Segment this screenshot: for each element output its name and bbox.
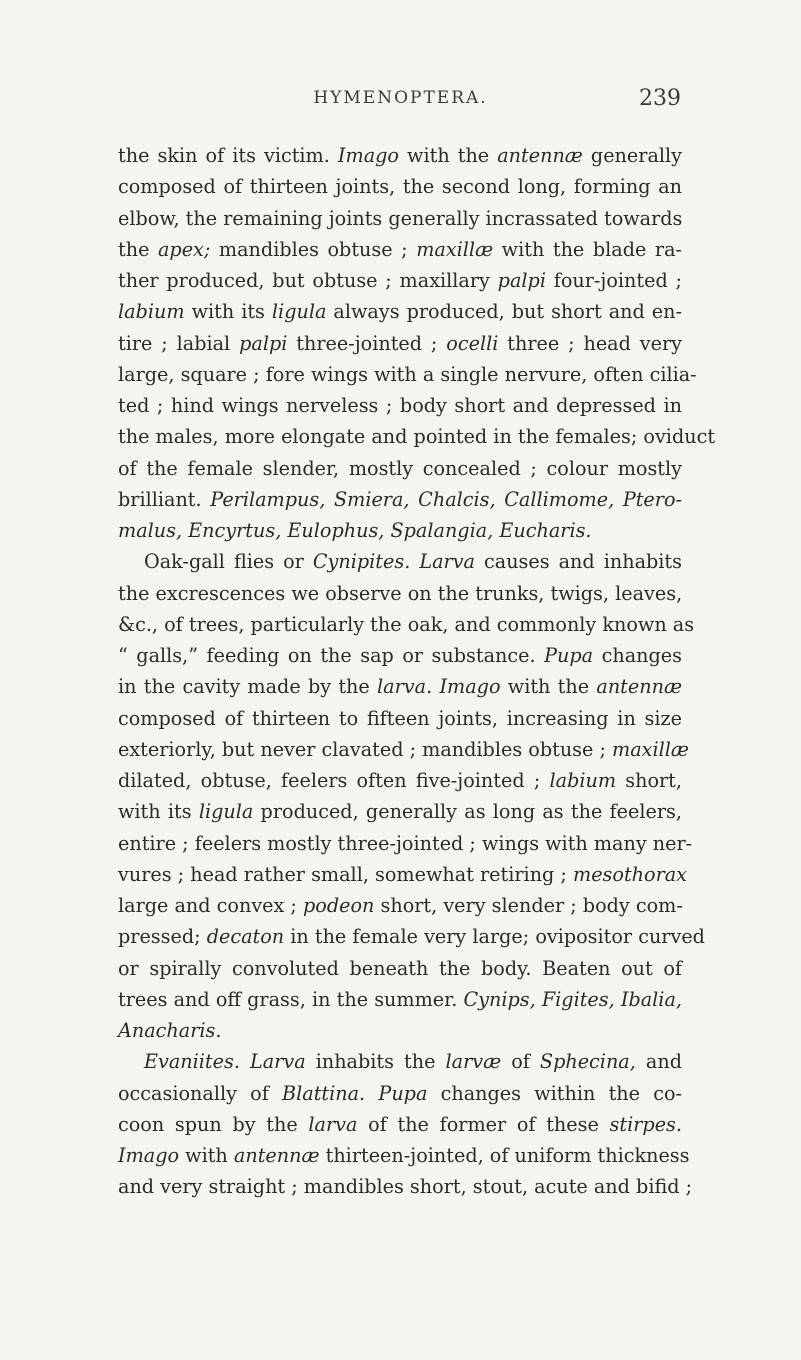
text-line bbox=[118, 265, 682, 296]
text-run: in the female very large; ovipositor curved bbox=[284, 925, 705, 949]
text-line bbox=[118, 484, 682, 515]
text-run: with the bbox=[398, 144, 498, 167]
text-run: Oak-gall flies or bbox=[144, 550, 313, 574]
text-run: with the bbox=[500, 675, 597, 699]
italic-text: Sphecina, bbox=[539, 1050, 636, 1074]
italic-text: labium bbox=[549, 769, 617, 792]
text-line bbox=[118, 328, 682, 359]
italic-text: Evaniites. bbox=[144, 1050, 240, 1074]
text-run: ted ; hind wings nerveless ; body short and depressed in bbox=[118, 394, 682, 417]
italic-text: decaton bbox=[206, 925, 285, 949]
italic-text: larva bbox=[308, 1112, 358, 1136]
text-run: the excrescences we observe on the trunks, twigs, leaves, bbox=[118, 581, 683, 605]
text-run: changes within the co- bbox=[427, 1081, 683, 1105]
text-run: mandibles obtuse ; bbox=[210, 237, 417, 261]
text-line bbox=[118, 953, 682, 984]
running-head bbox=[0, 88, 801, 118]
italic-text: Cynipites. bbox=[312, 550, 411, 574]
italic-text: Imago bbox=[337, 144, 399, 167]
text-run: causes and inhabits bbox=[474, 550, 682, 574]
italic-text: larvæ bbox=[445, 1050, 502, 1074]
italic-text: stirpes. bbox=[609, 1112, 682, 1136]
text-run: brilliant. bbox=[118, 487, 211, 511]
text-line bbox=[118, 859, 688, 890]
body-text bbox=[118, 140, 716, 1203]
text-run: the bbox=[118, 237, 158, 261]
text-line bbox=[118, 453, 682, 484]
text-line bbox=[118, 984, 682, 1015]
text-line bbox=[118, 359, 697, 390]
text-run bbox=[410, 550, 419, 573]
italic-text: maxillæ bbox=[416, 237, 494, 261]
text-line bbox=[118, 1078, 682, 1109]
text-run bbox=[240, 1050, 250, 1073]
italic-text: antennæ bbox=[233, 1144, 320, 1167]
italic-text: larva. bbox=[377, 675, 433, 699]
text-line bbox=[118, 390, 682, 421]
text-line bbox=[118, 578, 682, 609]
text-run: large and convex ; bbox=[118, 894, 303, 917]
text-line bbox=[118, 734, 689, 765]
text-run: occasionally of bbox=[118, 1081, 283, 1105]
italic-text: Blattina. bbox=[282, 1081, 366, 1105]
text-run: the males, more elongate and pointed in the females; oviduct bbox=[118, 425, 716, 449]
text-run: and bbox=[635, 1050, 682, 1074]
text-run bbox=[365, 1082, 378, 1105]
text-run: trees and off grass, in the summer. bbox=[118, 987, 464, 1011]
text-line bbox=[118, 1015, 682, 1046]
italic-text: malus, Encyrtus, Eulophus, Spalangia, Eucharis. bbox=[118, 519, 592, 542]
text-run: ther produced, but obtuse ; maxillary bbox=[118, 269, 498, 292]
italic-text: Imago bbox=[439, 675, 501, 699]
italic-text: ligula bbox=[271, 300, 327, 324]
italic-text: antennæ bbox=[596, 675, 682, 699]
text-line bbox=[118, 546, 682, 577]
text-run: with its bbox=[184, 300, 272, 324]
text-run: produced, generally as long as the feelers, bbox=[253, 800, 682, 824]
text-run: vures ; head rather small, somewhat retiring ; bbox=[118, 862, 573, 886]
text-line bbox=[118, 921, 705, 952]
italic-text: apex; bbox=[157, 237, 211, 261]
text-run: or spirally convoluted beneath the body. Beaten out of bbox=[118, 956, 682, 980]
text-run: generally bbox=[582, 144, 682, 167]
text-line bbox=[118, 796, 682, 827]
text-run: in the cavity made by the bbox=[118, 675, 378, 699]
text-run: “ galls,” feeding on the sap or substance. bbox=[118, 644, 545, 667]
italic-text: labium bbox=[118, 300, 185, 324]
text-line bbox=[118, 203, 682, 234]
text-run: composed of thirteen to fifteen joints, increasing in size bbox=[118, 706, 682, 730]
text-run: large, square ; fore wings with a single nervure, often cilia- bbox=[118, 362, 697, 386]
text-run: of the former of these bbox=[357, 1112, 610, 1136]
text-line bbox=[118, 703, 682, 734]
text-run: inhabits the bbox=[305, 1050, 446, 1074]
text-run: and very straight ; mandibles short, stout, acute and bifid ; bbox=[118, 1175, 693, 1199]
text-run: dilated, obtuse, feelers often five-jointed ; bbox=[118, 769, 550, 792]
text-run: thirteen-jointed, of uniform thickness bbox=[319, 1144, 690, 1167]
page-number: 239 bbox=[639, 86, 681, 111]
italic-text: Larva bbox=[250, 1050, 306, 1074]
text-line bbox=[118, 828, 693, 859]
italic-text: Cynips, Figites, Ibalia, bbox=[463, 987, 682, 1011]
italic-text: ocelli bbox=[446, 331, 499, 355]
text-run: short, very slender ; body com- bbox=[374, 894, 683, 917]
text-line bbox=[118, 671, 682, 702]
text-run: always produced, but short and en- bbox=[326, 300, 682, 324]
text-line bbox=[118, 1140, 690, 1171]
italic-text: Pupa bbox=[378, 1081, 428, 1105]
text-line bbox=[118, 609, 695, 640]
text-run: &c., of trees, particularly the oak, and commonly known as bbox=[118, 612, 695, 636]
text-run: with bbox=[179, 1144, 234, 1167]
text-run: entire ; feelers mostly three-jointed ; wings with many ner- bbox=[118, 831, 693, 855]
italic-text: Pupa bbox=[544, 644, 594, 667]
text-line bbox=[118, 765, 682, 796]
text-run: of bbox=[501, 1050, 540, 1074]
italic-text: Larva bbox=[419, 550, 475, 574]
text-run: tire ; labial bbox=[118, 331, 240, 355]
italic-text: maxillæ bbox=[612, 737, 689, 761]
italic-text: palpi bbox=[239, 331, 288, 355]
italic-text: podeon bbox=[303, 894, 375, 917]
text-line bbox=[118, 1109, 682, 1140]
italic-text: ligula bbox=[198, 800, 254, 824]
italic-text: mesothorax bbox=[573, 862, 688, 886]
text-run: coon spun by the bbox=[118, 1112, 309, 1136]
text-line bbox=[118, 640, 682, 671]
text-run: three ; head very bbox=[498, 331, 682, 355]
text-run: three-jointed ; bbox=[287, 331, 447, 355]
italic-text: Imago bbox=[118, 1144, 180, 1167]
text-run: four-jointed ; bbox=[545, 269, 682, 292]
text-line bbox=[118, 515, 682, 546]
italic-text: Anacharis. bbox=[118, 1019, 222, 1042]
text-run: short, bbox=[616, 769, 682, 792]
text-run: with the blade ra- bbox=[493, 237, 682, 261]
running-title: HYMENOPTERA. bbox=[313, 88, 488, 108]
text-line bbox=[118, 296, 682, 327]
italic-text: palpi bbox=[497, 269, 546, 292]
text-line bbox=[118, 421, 716, 452]
text-line bbox=[118, 890, 682, 921]
italic-text: Perilampus, Smiera, Chalcis, Callimome, Ptero- bbox=[210, 487, 682, 511]
text-run: changes bbox=[593, 644, 682, 667]
text-line bbox=[118, 140, 682, 171]
text-run: exteriorly, but never clavated ; mandibles obtuse ; bbox=[118, 737, 613, 761]
text-run: the skin of its victim. bbox=[118, 144, 338, 167]
text-run: composed of thirteen joints, the second long, forming an bbox=[118, 175, 682, 199]
text-line bbox=[118, 234, 682, 265]
text-line bbox=[118, 1046, 682, 1077]
text-run: pressed; bbox=[118, 925, 207, 949]
text-run: of the female slender, mostly concealed ; colour mostly bbox=[118, 456, 682, 480]
italic-text: antennæ bbox=[497, 144, 583, 167]
text-run: with its bbox=[118, 800, 199, 824]
text-line bbox=[118, 1171, 693, 1202]
text-run: elbow, the remaining joints generally incrassated towards bbox=[118, 206, 683, 230]
text-line bbox=[118, 171, 682, 202]
